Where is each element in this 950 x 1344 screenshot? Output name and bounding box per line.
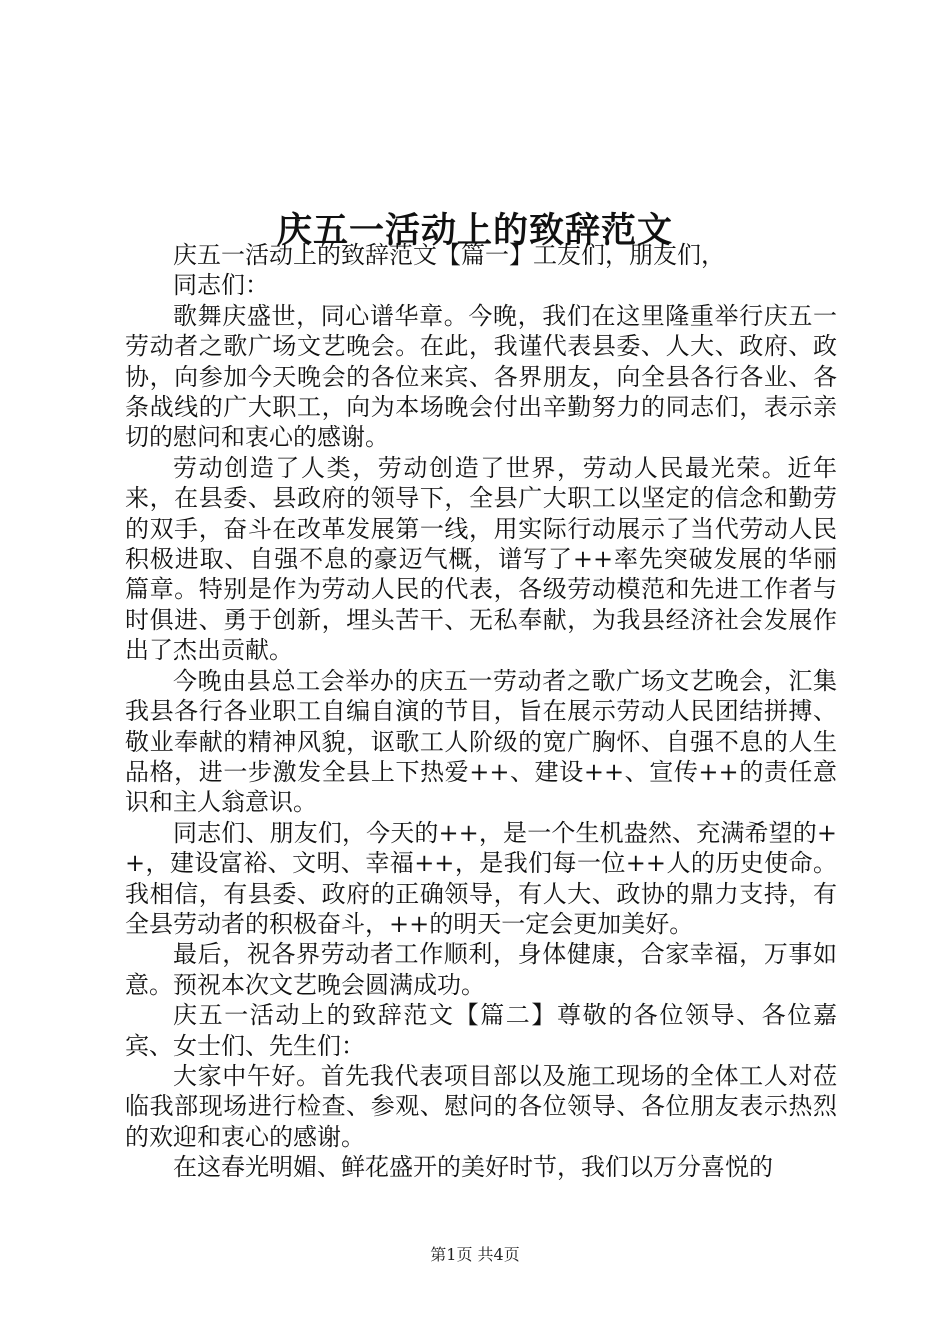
paragraph: 劳动创造了人类，劳动创造了世界，劳动人民最光荣。近年来，在县委、县政府的领导下，全县广大职工以坚定的信念和勤劳的双手，奋斗在改革发展第一线，用实际行动展示了当代劳动人民积极进取、自强不息的豪迈气概，谱写了++率先突破发展的华丽篇章。特别是作为劳动人民的代表，各级劳动模范和先进工作者与时俱进、勇于创新，埋头苦干、无私奉献，为我县经济社会发展作出了杰出贡献。 — [125, 453, 837, 665]
paragraph: 今晚由县总工会举办的庆五一劳动者之歌广场文艺晚会，汇集我县各行各业职工自编自演的节目，旨在展示劳动人民团结拼搏、敬业奉献的精神风貌，讴歌工人阶级的宽广胸怀、自强不息的人生品格，进一步激发全县上下热爱++、建设++、宣传++的责任意识和主人翁意识。 — [125, 666, 837, 817]
page-number-footer: 第1页 共4页 — [430, 1245, 520, 1264]
document-title: 庆五一活动上的致辞范文 — [276, 210, 673, 252]
paragraph-intro: 庆五一活动上的致辞范文【篇一】工友们，朋友们， — [173, 241, 725, 269]
paragraph: 在这春光明媚、鲜花盛开的美好时节，我们以万分喜悦的 — [173, 1153, 773, 1182]
paragraph: 歌舞庆盛世，同心谱华章。今晚，我们在这里隆重举行庆五一劳动者之歌广场文艺晚会。在此，我谨代表县委、人大、政府、政协，向参加今天晚会的各位来宾、各界朋友，向全县各行各业、各条战线的广大职工，向为本场晚会付出辛勤努力的同志们，表示亲切的慰问和衷心的感谢。 — [125, 301, 837, 452]
document-body — [125, 240, 837, 1183]
paragraph: 大家中午好。首先我代表项目部以及施工现场的全体工人对莅临我部现场进行检查、参观、慰问的各位领导、各位朋友表示热烈的欢迎和衷心的感谢。 — [125, 1061, 837, 1151]
paragraph-salutation: 同志们： — [173, 271, 269, 300]
paragraph-section-two: 庆五一活动上的致辞范文【篇二】尊敬的各位领导、各位嘉宾、女士们、先生们： — [125, 1001, 837, 1060]
paragraph: 最后，祝各界劳动者工作顺利，身体健康，合家幸福，万事如意。预祝本次文艺晚会圆满成功。 — [125, 940, 837, 999]
paragraph: 同志们、朋友们，今天的++，是一个生机盎然、充满希望的++，建设富裕、文明、幸福++，是我们每一位++人的历史使命。我相信，有县委、政府的正确领导，有人大、政协的鼎力支持，有全县劳动者的积极奋斗，++的明天一定会更加美好。 — [125, 818, 837, 938]
